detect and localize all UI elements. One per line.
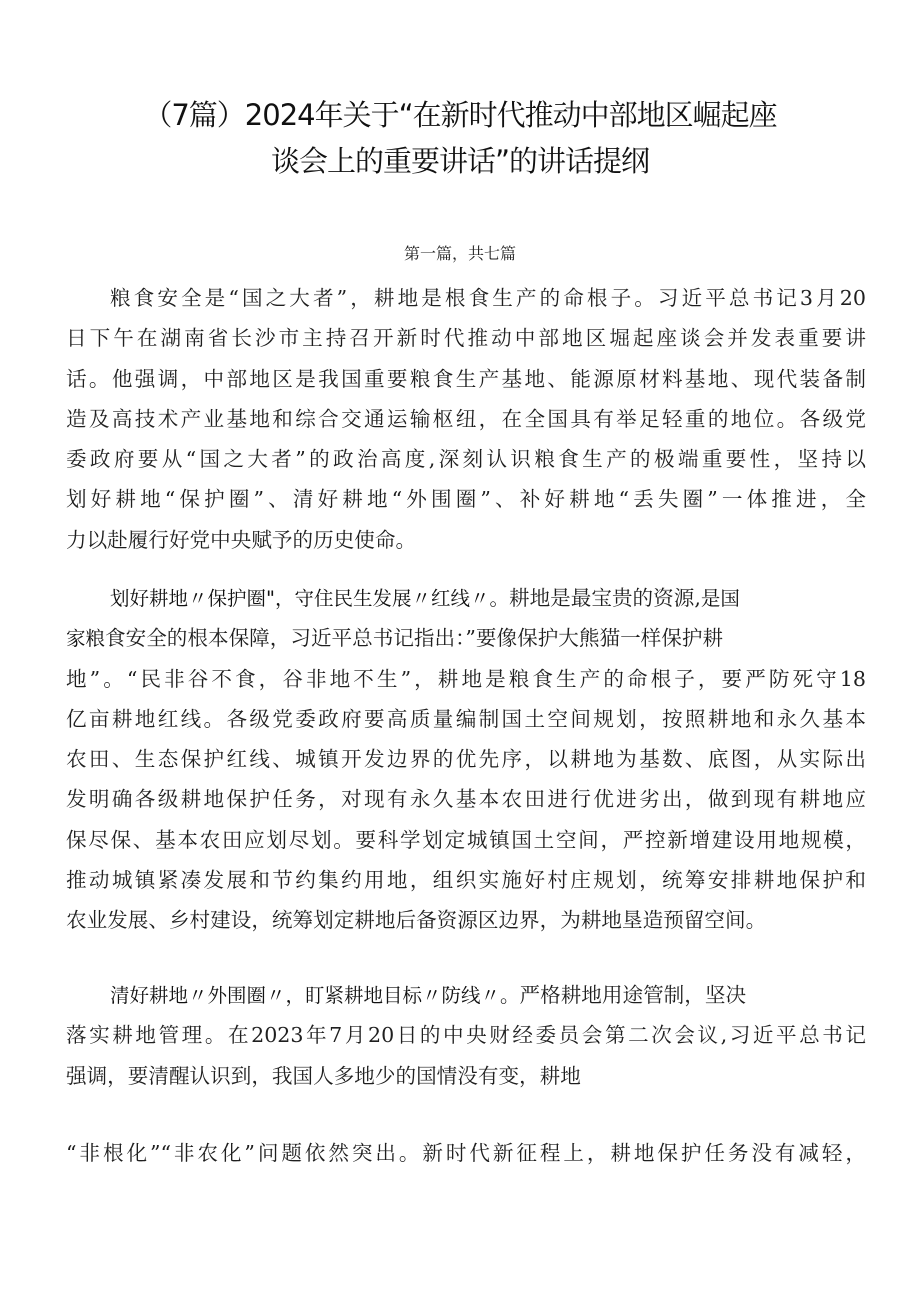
text-line <box>66 578 866 618</box>
text-line <box>66 618 866 658</box>
text-line: 划好耕地“保护圈”、清好耕地“外围圈”、补好耕地“丢失圈”一体推进，全 <box>66 487 866 512</box>
paragraph-protection-circle <box>66 578 866 941</box>
text-line: 农业发展、乡村建设，统筹划定耕地后备资源区边界，为耕地垦造预留空间。 <box>66 908 767 933</box>
text-line: 保尽保、基本农田应划尽划。要科学划定城镇国土空间，严控新增建设用地规模， <box>66 827 866 852</box>
text-line: 发明确各级耕地保护任务，对现有永久基本农田进行优进劣出，做到现有耕地应 <box>66 787 866 812</box>
text-line: “非根化”“非农化”问题依然突出。新时代新征程上，耕地保护任务没有减轻， <box>66 1141 866 1165</box>
text-line: 委政府要从“国之大者”的政治高度,深刻认识粮食生产的极端重要性，坚持以 <box>66 447 866 472</box>
text-run: 食安全的根本保障，习近平总书记指出：”要像保护大熊猫一样保护耕 <box>105 626 724 651</box>
paragraph-outer-circle <box>66 975 866 1096</box>
text-run-bold: 是国 <box>700 587 740 610</box>
text-line: 落实耕地管理。在2023年7月20日的中央财经委员会第二次会议,习近平总书记 <box>66 1023 866 1048</box>
text-line: 造及高技术产业基地和综合交通运输枢纽，在全国具有举足轻重的地位。各级党 <box>66 406 866 431</box>
document-title <box>60 92 860 184</box>
text-line: 地”。“民非谷不食，谷非地不生”，耕地是粮食生产的命根子，要严防死守18 <box>66 666 866 691</box>
text-run: 严格耕地用途管制，坚决 <box>519 983 747 1007</box>
section-heading-outer: 清好耕地〃外围圈〃，盯紧耕地目标〃防线〃。 <box>110 984 520 1007</box>
title-line-2: 谈会上的重要讲话”的讲话提纲 <box>270 144 650 178</box>
paragraph-food-security <box>66 278 866 560</box>
text-line <box>66 975 866 1015</box>
section-subtitle: 第一篇，共七篇 <box>403 244 516 263</box>
section-heading-protection: 划好耕地〃保护圈"，守住民生发展〃红线〃。 <box>110 587 509 610</box>
text-line: 强调，要清醒认识到，我国人多地少的国情没有变，耕地 <box>66 1063 581 1088</box>
paragraph-continuation <box>66 1133 866 1173</box>
text-line: 力以赴履行好党中央赋予的历史使命。 <box>66 527 417 552</box>
text-run-bold: 家粮 <box>66 627 106 651</box>
title-line-1: （7篇）2024年关于“在新时代推动中部地区崛起座 <box>143 98 777 132</box>
text-run: 耕地是最宝贵的资源, <box>508 586 701 610</box>
text-line: 推动城镇紧凑发展和节约集约用地，组织实施好村庄规划，统筹安排耕地保护和 <box>66 868 866 893</box>
text-line: 亿亩耕地红线。各级党委政府要高质量编制国土空间规划，按照耕地和永久基本 <box>66 706 866 731</box>
text-line: 农田、生态保护红线、城镇开发边界的优先序，以耕地为基数、底图，从实际出 <box>66 747 866 772</box>
text-line: 粮食安全是“国之大者”，耕地是根食生产的命根子。习近平总书记3月20 <box>110 286 866 310</box>
text-line: 日下午在湖南省长沙市主持召开新时代推动中部地区堀起座谈会并发表重要讲 <box>66 326 866 351</box>
text-line: 话。他强调，中部地区是我国重要粮食生产基地、能源原材料基地、现代装备制 <box>66 366 866 391</box>
